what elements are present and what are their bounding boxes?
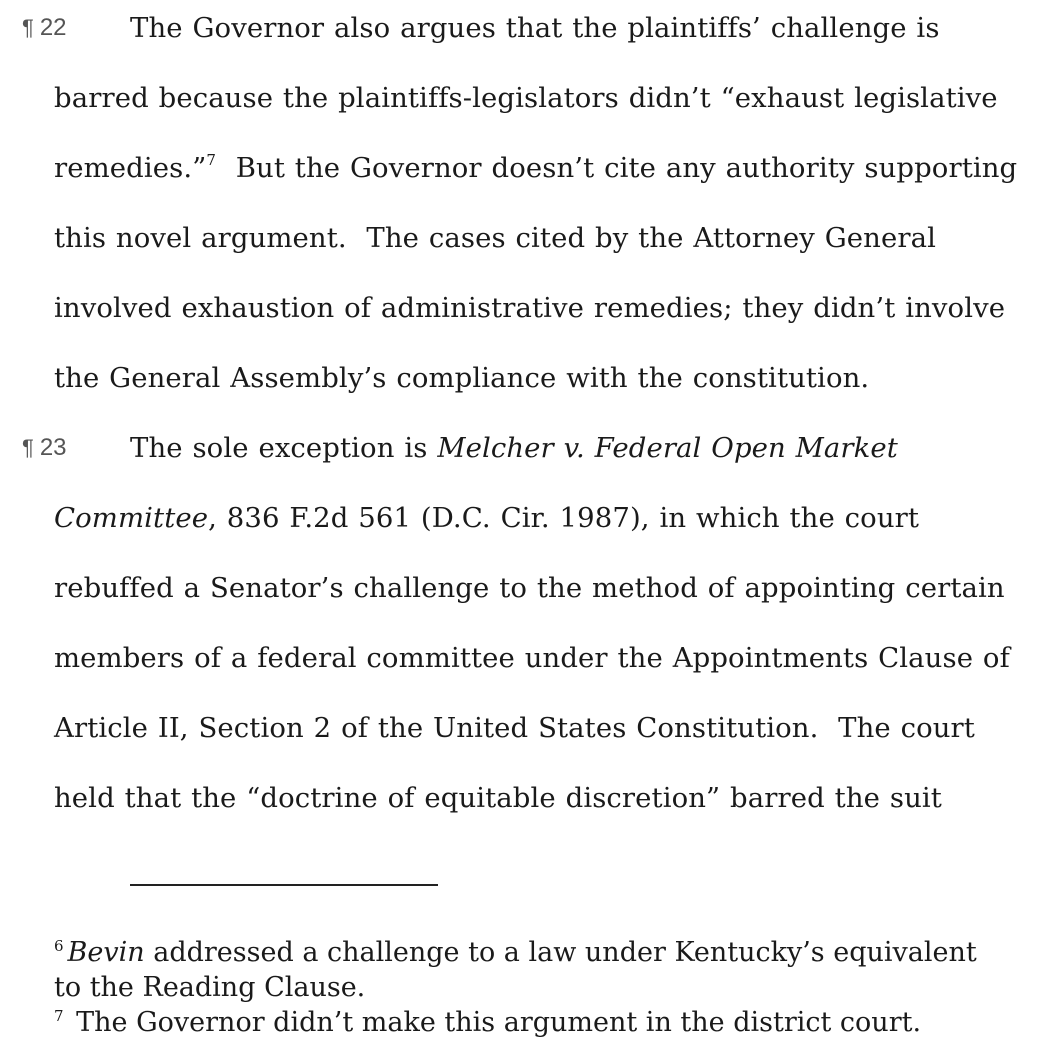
- paragraph-line: Article II, Section 2 of the United States Constitution. The court: [54, 712, 975, 744]
- footnote-separator: [130, 884, 438, 886]
- footnote-text: addressed a challenge to a law under Kentucky’s equivalent: [144, 937, 977, 968]
- case-name: Committee: [54, 502, 209, 534]
- paragraph-number: 23: [39, 434, 67, 461]
- paragraph-number: 22: [39, 14, 67, 41]
- footnote-number: 7: [54, 1007, 64, 1025]
- paragraph-line: The Governor also argues that the plaintiffs’ challenge is: [130, 12, 940, 44]
- paragraph-line: members of a federal committee under the Appointments Clause of: [54, 642, 1010, 674]
- paragraph-text: remedies.”: [54, 152, 207, 184]
- paragraph-line: [54, 413, 1054, 483]
- pilcrow-icon: ¶: [22, 15, 34, 40]
- paragraph-line: involved exhaustion of administrative remedies; they didn’t involve: [54, 292, 1006, 324]
- footnote-text: The Governor didn’t make this argument in the district court.: [67, 1007, 922, 1038]
- case-name: Melcher v. Federal Open Market: [437, 432, 898, 464]
- case-name: Bevin: [67, 937, 145, 968]
- paragraph-text: But the Governor doesn’t cite any authority supporting: [216, 152, 1018, 184]
- paragraph-line: [54, 483, 1054, 553]
- paragraph-text: The sole exception is: [130, 432, 438, 464]
- paragraph-line: the General Assembly’s compliance with the constitution.: [54, 362, 870, 394]
- footnote-7: [54, 1005, 1054, 1040]
- paragraph-line: [54, 133, 1054, 203]
- footnotes: [54, 935, 1054, 1040]
- footnote-reference-7[interactable]: 7: [206, 151, 217, 169]
- pilcrow-icon: ¶: [22, 435, 34, 460]
- paragraph-23: [54, 413, 1054, 833]
- footnote-6-continued: to the Reading Clause.: [54, 972, 366, 1003]
- footnote-number: 6: [54, 937, 64, 955]
- paragraph-line: held that the “doctrine of equitable discretion” barred the suit: [54, 782, 942, 814]
- paragraph-line: rebuffed a Senator’s challenge to the method of appointing certain: [54, 572, 1005, 604]
- paragraph-text: , 836 F.2d 561 (D.C. Cir. 1987), in which the court: [208, 502, 920, 534]
- paragraph-22: [54, 0, 1054, 413]
- paragraph-line: this novel argument. The cases cited by the Attorney General: [54, 222, 936, 254]
- paragraph-line: barred because the plaintiffs-legislators didn’t “exhaust legislative: [54, 82, 998, 114]
- footnote-6: [54, 935, 1054, 970]
